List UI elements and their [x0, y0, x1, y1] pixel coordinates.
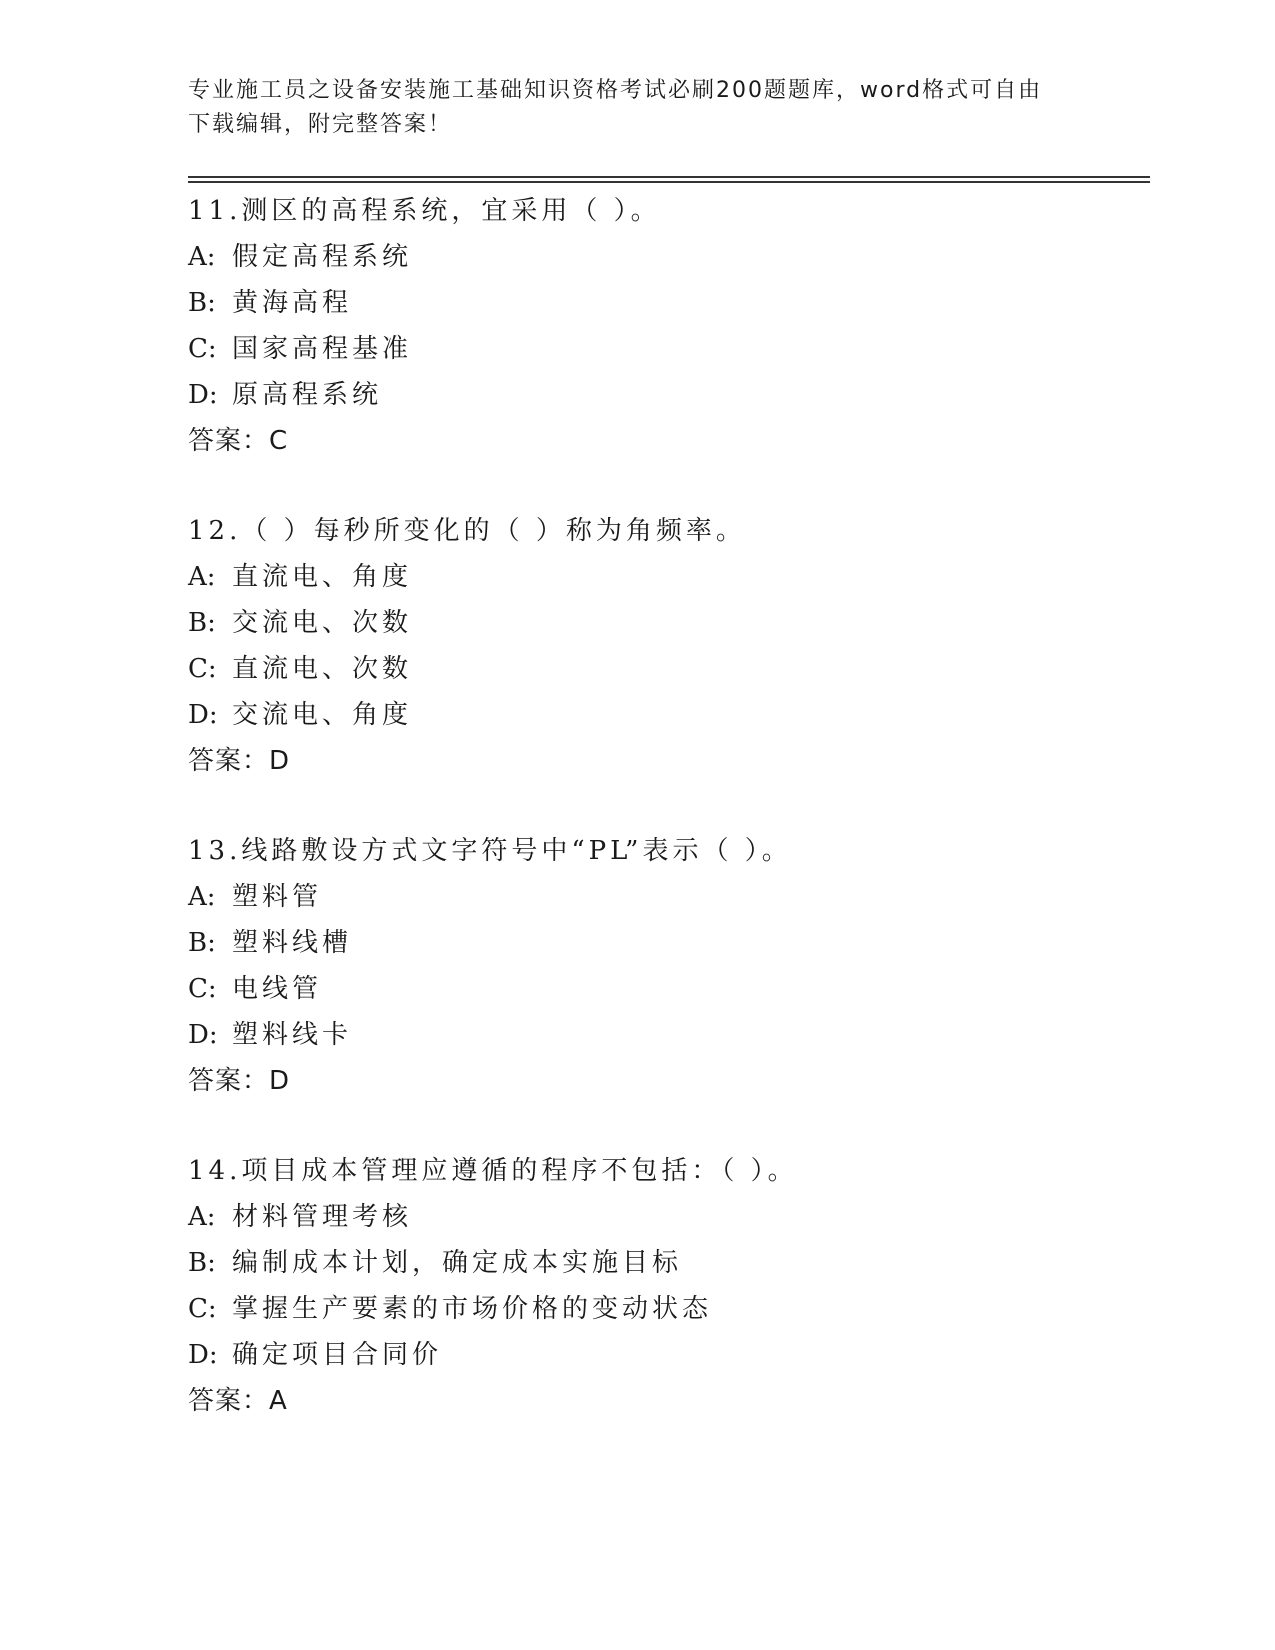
- answer-line: 答案：D: [188, 1066, 291, 1096]
- option-d: [188, 1332, 1148, 1378]
- question-stem: 14.项目成本管理应遵循的程序不包括：（ ）。: [188, 1156, 798, 1186]
- header-line-1: 专业施工员之设备安装施工基础知识资格考试必刷200题题库，word格式可自由: [188, 78, 1043, 103]
- option-text: 确定项目合同价: [232, 1340, 443, 1370]
- option-c: [188, 646, 1148, 692]
- option-a: [188, 1194, 1148, 1240]
- option-d: [188, 1012, 1148, 1058]
- answer-line: 答案：C: [188, 426, 289, 456]
- question-13: [188, 828, 1148, 1104]
- option-key: A:: [188, 242, 216, 272]
- option-key: B:: [188, 288, 216, 318]
- option-text: 编制成本计划，确定成本实施目标: [232, 1248, 683, 1278]
- option-text: 国家高程基准: [232, 334, 413, 364]
- option-key: C:: [188, 654, 217, 684]
- option-key: A:: [188, 1202, 216, 1232]
- option-c: [188, 326, 1148, 372]
- option-a: [188, 234, 1148, 280]
- option-a: [188, 554, 1148, 600]
- option-text: 交流电、次数: [232, 608, 413, 638]
- header-line-2: 下载编辑，附完整答案！: [188, 112, 453, 137]
- answer-line: 答案：A: [188, 1386, 288, 1416]
- option-b: [188, 920, 1148, 966]
- option-d: [188, 692, 1148, 738]
- option-key: C:: [188, 1294, 217, 1324]
- document-header: [188, 74, 1068, 142]
- option-text: 塑料线卡: [232, 1020, 353, 1050]
- option-key: D:: [188, 1340, 218, 1370]
- option-text: 直流电、次数: [232, 654, 413, 684]
- option-b: [188, 280, 1148, 326]
- option-c: [188, 1286, 1148, 1332]
- option-d: [188, 372, 1148, 418]
- option-text: 材料管理考核: [232, 1202, 413, 1232]
- option-c: [188, 966, 1148, 1012]
- header-divider-bottom: [188, 181, 1150, 183]
- option-b: [188, 600, 1148, 646]
- option-key: A:: [188, 562, 216, 592]
- option-text: 原高程系统: [232, 380, 383, 410]
- option-b: [188, 1240, 1148, 1286]
- option-key: D:: [188, 1020, 218, 1050]
- question-stem: 12.（ ）每秒所变化的（ ）称为角频率。: [188, 516, 746, 546]
- option-text: 电线管: [232, 974, 323, 1004]
- option-key: C:: [188, 974, 217, 1004]
- question-stem: 11.测区的高程系统，宜采用（ ）。: [188, 196, 661, 226]
- question-14: [188, 1148, 1148, 1424]
- option-a: [188, 874, 1148, 920]
- answer-line: 答案：D: [188, 746, 291, 776]
- option-text: 掌握生产要素的市场价格的变动状态: [232, 1294, 713, 1324]
- option-key: D:: [188, 380, 218, 410]
- option-text: 塑料管: [232, 882, 323, 912]
- option-key: B:: [188, 1248, 216, 1278]
- question-stem: 13.线路敷设方式文字符号中“PL”表示（ ）。: [188, 836, 792, 866]
- option-text: 交流电、角度: [232, 700, 413, 730]
- question-11: [188, 188, 1148, 464]
- option-key: B:: [188, 928, 216, 958]
- option-text: 黄海高程: [232, 288, 353, 318]
- question-12: [188, 508, 1148, 784]
- option-text: 直流电、角度: [232, 562, 413, 592]
- option-key: B:: [188, 608, 216, 638]
- option-text: 塑料线槽: [232, 928, 353, 958]
- option-key: D:: [188, 700, 218, 730]
- option-key: C:: [188, 334, 217, 364]
- option-key: A:: [188, 882, 216, 912]
- header-divider-top: [188, 176, 1150, 178]
- option-text: 假定高程系统: [232, 242, 413, 272]
